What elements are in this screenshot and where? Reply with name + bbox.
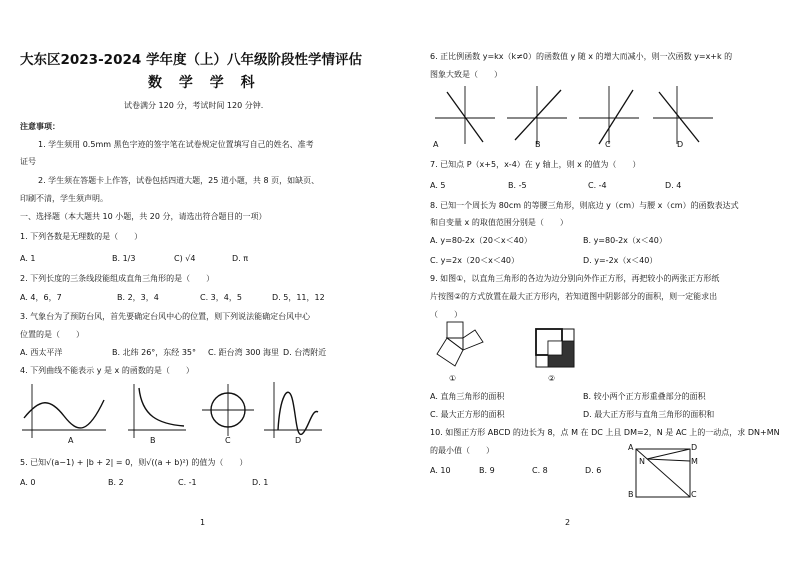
q10-label-n: N (639, 457, 645, 466)
q2-stem: 2. 下列长度的三条线段能组成直角三角形的是（ ） (20, 274, 215, 283)
q9-option-b: B. 较小两个正方形重叠部分的面积 (583, 392, 706, 401)
q2-option-a: A. 4，6，7 (20, 293, 62, 302)
q10-option-c: C. 8 (532, 466, 548, 475)
q6-graph-a (433, 84, 497, 146)
q9-option-c: C. 最大正方形的面积 (430, 410, 505, 419)
q4-label-d: D (295, 436, 302, 445)
q6-label-b: B (535, 140, 541, 149)
q3-option-b: B. 北纬 26°，东经 35° (112, 348, 197, 357)
q6-graph-c (577, 84, 641, 146)
q5-option-b: B. 2 (108, 478, 124, 487)
q6-label-a: A (433, 140, 439, 149)
q9-option-d: D. 最大正方形与直角三角形的面积和 (583, 410, 715, 419)
subject-title: 数 学 学 科 (148, 75, 261, 91)
notice-2a: 2. 学生须在答题卡上作答，试卷包括四道大题，25 道小题，共 8 页，如缺页、 (38, 176, 320, 185)
q10-label-d: D (691, 443, 698, 452)
q1-option-c: C) √4 (174, 254, 196, 263)
q8-option-d: D. y=-2x（x＜40） (583, 256, 658, 265)
q3-stem-2: 位置的是（ ） (20, 330, 84, 339)
q4-graph-d (262, 378, 324, 440)
q4-graph-a (20, 380, 110, 440)
notice-1a: 1. 学生须用 0.5mm 黑色字迹的签字笔在试卷规定位置填写自己的姓名、准考 (38, 140, 314, 149)
q7-option-d: D. 4 (665, 181, 682, 190)
section-1-header: 一、选择题（本大题共 10 小题，共 20 分，请选出符合题目的一项） (20, 212, 267, 221)
q3-option-a: A. 西太平洋 (20, 348, 63, 357)
q9-figure-2-label: ② (548, 374, 556, 383)
q1-stem: 1. 下列各数是无理数的是（ ） (20, 232, 143, 241)
score-time: 试卷满分 120 分，考试时间 120 分钟. (124, 101, 264, 110)
q1-option-d: D. π (232, 254, 249, 263)
q4-graph-c (198, 380, 258, 440)
notice-2b: 印刷不清，学生须声明。 (20, 194, 108, 203)
q9-figure-1 (431, 320, 491, 374)
q4-graph-b (120, 380, 190, 440)
exam-title: 大东区2023-2024 学年度（上）八年级阶段性学情评估 (20, 52, 362, 68)
q9-stem-1: 9. 如图①，以直角三角形的各边为边分别向外作正方形，再把较小的两张正方形纸 (430, 274, 720, 283)
q10-option-b: B. 9 (479, 466, 495, 475)
q8-option-c: C. y=2x（20＜x＜40） (430, 256, 520, 265)
q6-label-c: C (605, 140, 611, 149)
q3-option-c: C. 距台湾 300 海里 (208, 348, 280, 357)
q9-figure-2 (535, 328, 575, 368)
q2-option-b: B. 2，3，4 (117, 293, 159, 302)
q5-stem: 5. 已知√(a−1) + |b + 2| = 0，则√((a + b)²) 的值为（ ） (20, 458, 248, 467)
q10-square-figure (633, 444, 699, 500)
q5-option-a: A. 0 (20, 478, 36, 487)
q10-label-c: C (691, 490, 697, 499)
q4-stem: 4. 下列曲线不能表示 y 是 x 的函数的是（ ） (20, 366, 194, 375)
q6-label-d: D (677, 140, 684, 149)
notice-title: 注意事项： (20, 122, 60, 131)
q10-option-d: D. 6 (585, 466, 602, 475)
q9-stem-3: （ ） (430, 310, 462, 319)
q10-label-m: M (691, 457, 698, 466)
q8-option-a: A. y=80-2x（20＜x＜40） (430, 236, 532, 245)
q4-label-b: B (150, 436, 156, 445)
q10-stem-1: 10. 如图正方形 ABCD 的边长为 8，点 M 在 DC 上且 DM=2，N 是 AC 上的一动点，求 DN+MN (430, 428, 780, 437)
q9-stem-2: 片按图②的方式放置在最大正方形内，若知道图中阴影部分的面积，则一定能求出 (430, 292, 718, 301)
q8-option-b: B. y=80-2x（x＜40） (583, 236, 667, 245)
q7-stem: 7. 已知点 P（x+5，x-4）在 y 轴上，则 x 的值为（ ） (430, 160, 641, 169)
q5-option-d: D. 1 (252, 478, 269, 487)
q8-stem-1: 8. 已知一个周长为 80cm 的等腰三角形，则底边 y（cm）与腰 x（cm）的函数表达式 (430, 201, 739, 210)
q10-label-a: A (628, 443, 634, 452)
q8-stem-2: 和自变量 x 的取值范围分别是（ ） (430, 218, 568, 227)
exam-page-2 (397, 0, 794, 562)
q4-label-a: A (68, 436, 74, 445)
q6-graph-b (505, 84, 569, 146)
page-number-2: 2 (565, 518, 571, 527)
q3-option-d: D. 台湾附近 (283, 348, 327, 357)
q7-option-b: B. -5 (508, 181, 527, 190)
q6-stem-1: 6. 正比例函数 y=kx（k≠0）的函数值 y 随 x 的增大而减小，则一次函数 y=x+k 的 (430, 52, 733, 61)
q10-label-b: B (628, 490, 634, 499)
q3-stem-1: 3. 气象台为了预防台风，首先要确定台风中心的位置，则下列说法能确定台风中心 (20, 312, 311, 321)
q1-option-b: B. 1/3 (112, 254, 136, 263)
q6-stem-2: 图象大致是（ ） (430, 70, 502, 79)
q7-option-a: A. 5 (430, 181, 446, 190)
q2-option-d: D. 5，11，12 (272, 293, 325, 302)
q7-option-c: C. -4 (588, 181, 607, 190)
q2-option-c: C. 3，4，5 (200, 293, 242, 302)
q4-label-c: C (225, 436, 231, 445)
q10-stem-2: 的最小值（ ） (430, 446, 494, 455)
q9-option-a: A. 直角三角形的面积 (430, 392, 505, 401)
notice-1b: 证号 (20, 157, 36, 166)
q5-option-c: C. -1 (178, 478, 197, 487)
q9-figure-1-label: ① (449, 374, 457, 383)
q6-graph-d (651, 84, 715, 146)
q10-option-a: A. 10 (430, 466, 451, 475)
page-number-1: 1 (200, 518, 206, 527)
q1-option-a: A. 1 (20, 254, 36, 263)
